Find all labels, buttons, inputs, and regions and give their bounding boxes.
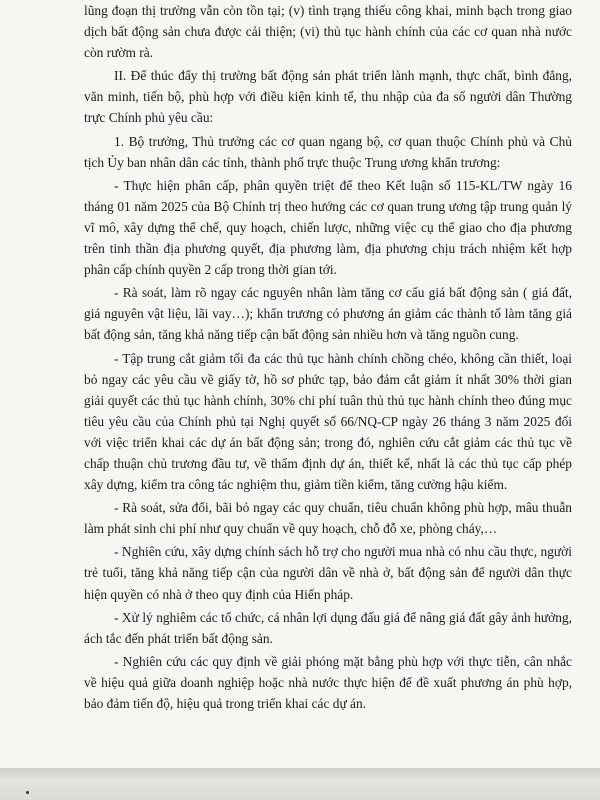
paragraph-bullet-site-clearance: - Nghiên cứu các quy định về giải phóng mặt bằng phù hợp với thực tiễn, cân nhắc về hiệu quả giữa doanh nghiệp hoặc nhà nước thực hiện để đề xuất phương án phù hợp, bảo đảm tiến độ, hiệu quả trong triển khai các dự án. xyxy=(84,653,572,711)
paragraph-bullet-decentralization: - Thực hiện phân cấp, phân quyền triệt để theo Kết luận số 115-KL/TW ngày 16 tháng 01 năm 2025 của Bộ Chính trị theo hướng các cơ quan trung ương tập trung quản lý vĩ mô, xây dựng thể chế, quy hoạch, chiến lược, những việc cụ thể giao cho địa phương trên tinh thần địa phương quyết, địa phương làm, địa phương chịu trách nhiệm kết hợp phân cấp chính quyền 2 cấp trong thời gian tới. xyxy=(84,177,572,278)
scan-speck xyxy=(26,791,29,794)
paragraph-bullet-admin-procedures: - Tập trung cắt giảm tối đa các thủ tục hành chính chồng chéo, không cần thiết, loại bỏ ngay các yêu cầu về giấy tờ, hồ sơ phức tạp, bảo đảm cắt giảm ít nhất 30% thời gian giải quyết các thủ tục hành chính, 30% chi phí tuân thủ thủ tục hành chính theo đúng mục tiêu yêu cầu của Chính phủ tại Nghị quyết số 66/NQ-CP ngày 26 tháng 3 năm 2025 đối với việc triển khai các dự án bất động sản; trong đó, nghiên cứu cắt giảm các thủ tục về chấp thuận chủ trương đầu tư, về thẩm định dự án, thiết kế, nhất là các thủ tục cấp phép xây dựng, kiểm tra công tác nghiệm thu, giảm tiền kiểm, tăng cường hậu kiểm. xyxy=(84,350,572,493)
paragraph-item-1: 1. Bộ trưởng, Thủ trưởng các cơ quan ngang bộ, cơ quan thuộc Chính phủ và Chủ tịch Ủy ban nhân dân các tỉnh, thành phố trực thuộc Trung ương khẩn trương: xyxy=(84,133,572,170)
scan-bottom-edge xyxy=(0,768,600,800)
document-body xyxy=(84,0,572,714)
paragraph-bullet-auction: - Xử lý nghiêm các tổ chức, cá nhân lợi dụng đấu giá để nâng giá đất gây ảnh hưởng, ách tắc đến phát triển bất động sản. xyxy=(84,609,572,646)
paragraph-intro-continuation: lũng đoạn thị trường vẫn còn tồn tại; (v) tình trạng thiếu công khai, minh bạch trong giao dịch bất động sản chưa được cải thiện; (vi) thủ tục hành chính của các cơ quan nhà nước còn rườm rà. xyxy=(84,3,572,61)
paragraph-bullet-standards: - Rà soát, sửa đổi, bãi bỏ ngay các quy chuẩn, tiêu chuẩn không phù hợp, mâu thuẫn làm phát sinh chi phí như quy chuẩn về quy hoạch, chỗ đỗ xe, phòng cháy,… xyxy=(84,500,572,537)
paragraph-bullet-buyer-support: - Nghiên cứu, xây dựng chính sách hỗ trợ cho người mua nhà có nhu cầu thực, người trẻ tuổi, tăng khả năng tiếp cận của người dân về nhà ở, bất động sản để người dân thực hiện quyền có nhà ở theo quy định của Hiến pháp. xyxy=(84,544,572,602)
paragraph-bullet-price-structure: - Rà soát, làm rõ ngay các nguyên nhân làm tăng cơ cấu giá bất động sản ( giá đất, giá nguyên vật liệu, lãi vay…); khẩn trương có phương án giảm các thành tố làm tăng giá bất động sản, tăng khả năng tiếp cận bất động sản nhiều hơn và tăng nguồn cung. xyxy=(84,285,572,343)
paragraph-section-ii: II. Để thúc đẩy thị trường bất động sản phát triển lành mạnh, thực chất, bình đẳng, văn minh, tiến bộ, phù hợp với điều kiện kinh tế, thu nhập của đa số người dân Thường trực Chính phủ yêu cầu: xyxy=(84,68,572,126)
